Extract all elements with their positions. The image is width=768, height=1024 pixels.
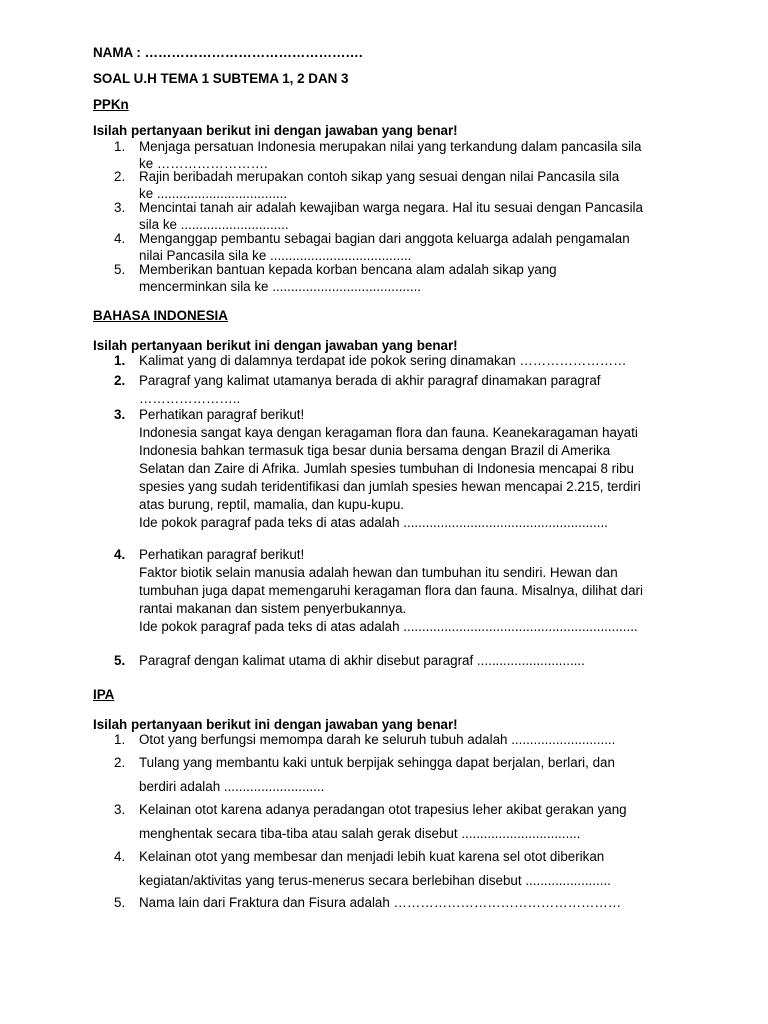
question-text: Nama lain dari Fraktura dan Fisura adalah …………………………………………… [139,895,622,910]
page-title: SOAL U.H TEMA 1 SUBTEMA 1, 2 DAN 3 [93,71,349,86]
question-text: Perhatikan paragraf berikut! Faktor biotik selain manusia adalah hewan dan tumbuhan itu sendiri. Hewan dan tumbuhan juga dapat memengaruhi keragaman flora dan fauna. Misalnya, dilihat dari rantai makanan dan sistem penyerbukannya. Ide pokok paragraf pada teks di atas adalah ............................................................... [139,547,643,634]
question-text: Paragraf yang kalimat utamanya berada di akhir paragraf dinamakan paragraf ………………….. [139,373,601,406]
question-number: 5. [114,262,126,277]
question-text: Paragraf dengan kalimat utama di akhir disebut paragraf ............................. [139,653,585,668]
instruction-ipa: Isilah pertanyaan berikut ini dengan jawaban yang benar! [93,717,458,732]
question-number: 1. [114,353,126,368]
section-heading-ppkn: PPKn [93,97,129,112]
question-number: 1. [114,732,126,747]
question-number: 4. [114,849,126,864]
question-number: 1. [114,139,126,154]
question-number: 5. [114,653,126,668]
question-text: Kelainan otot karena adanya peradangan otot trapesius leher akibat gerakan yang menghentak secara tiba-tiba atau salah gerak disebut ................................ [139,802,627,841]
question-list-bahasa-indonesia [93,352,693,672]
question-number: 2. [114,373,126,388]
question-text: Menganggap pembantu sebagai bagian dari anggota keluarga adalah pengamalan nilai Pancasila sila ke ...................................... [139,231,630,263]
question-number: 5. [114,895,126,910]
question-list-ipa [93,732,693,922]
question-number: 4. [114,231,126,246]
question-number: 3. [114,200,126,215]
instruction-ppkn: Isilah pertanyaan berikut ini dengan jawaban yang benar! [93,123,458,138]
question-number: 2. [114,169,126,184]
question-number: 3. [114,407,126,422]
question-text: Kelainan otot yang membesar dan menjadi lebih kuat karena sel otot diberikan kegiatan/aktivitas yang terus-menerus secara berlebihan disebut ....................... [139,849,611,888]
question-number: 2. [114,755,126,770]
section-heading-bahasa-indonesia: BAHASA INDONESIA [93,308,228,323]
name-line: NAMA : …………………………………………. [93,45,363,60]
question-text: Kalimat yang di dalamnya terdapat ide pokok sering dinamakan …………………… [139,353,627,368]
question-text: Mencintai tanah air adalah kewajiban warga negara. Hal itu sesuai dengan Pancasila sila ke ............................. [139,200,643,232]
question-text: Memberikan bantuan kepada korban bencana alam adalah sikap yang mencerminkan sila ke ........................................ [139,262,557,294]
section-heading-ipa: IPA [93,687,115,702]
question-list-ppkn [93,138,693,298]
question-text: Otot yang berfungsi memompa darah ke seluruh tubuh adalah ............................ [139,732,616,747]
question-text: Rajin beribadah merupakan contoh sikap yang sesuai dengan nilai Pancasila sila ke ................................... [139,169,620,201]
instruction-bahasa-indonesia: Isilah pertanyaan berikut ini dengan jawaban yang benar! [93,338,458,353]
question-text: Tulang yang membantu kaki untuk berpijak sehingga dapat berjalan, berlari, dan berdiri adalah ........................... [139,755,615,794]
question-number: 3. [114,802,126,817]
question-number: 4. [114,547,126,562]
question-text: Menjaga persatuan Indonesia merupakan nilai yang terkandung dalam pancasila sila ke ……………………. [139,139,642,171]
question-text: Perhatikan paragraf berikut! Indonesia sangat kaya dengan keragaman flora dan fauna. Keanekaragaman hayati Indonesia bahkan termasuk tiga besar dunia bersama dengan Brazil di Amerika Selatan dan Zaire di Afrika. Jumlah spesies tumbuhan di Indonesia mencapai 8 ribu spesies yang sudah teridentifikasi dan jumlah spesies hewan mencapai 2.215, terdiri atas burung, reptil, mamalia, dan kupu-kupu. Ide pokok paragraf pada teks di atas adalah ....................................................... [139,407,641,530]
